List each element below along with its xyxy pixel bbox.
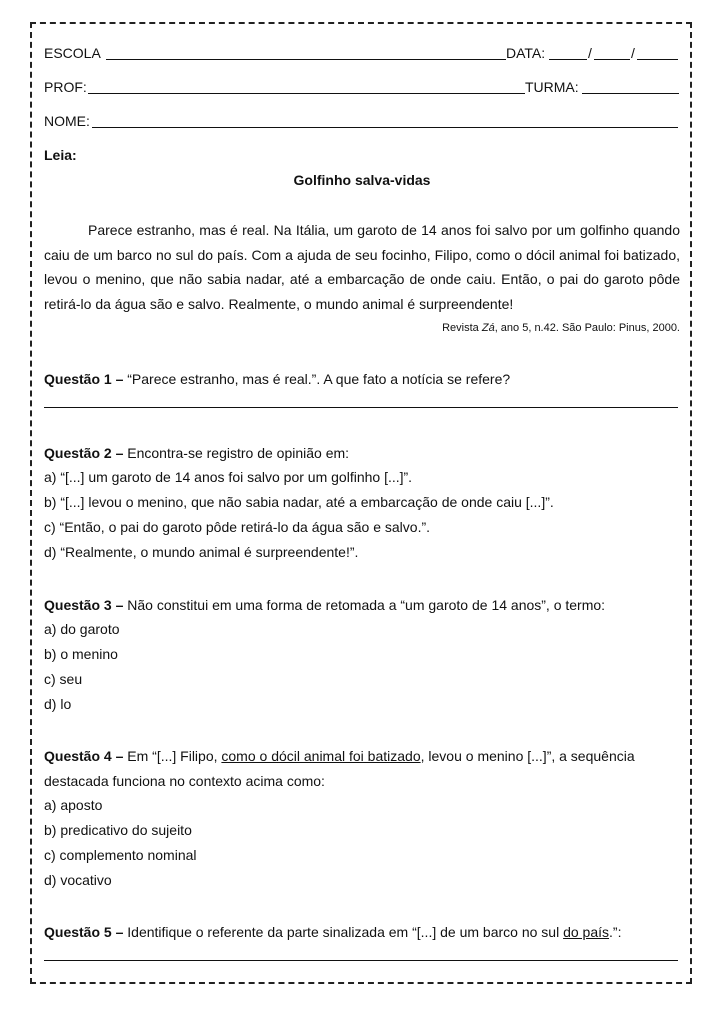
question-3 xyxy=(44,593,605,618)
question-4-line2: destacada funciona no contexto acima como: xyxy=(44,773,325,789)
answer-line-q5[interactable] xyxy=(44,960,678,961)
question-2 xyxy=(44,441,349,466)
question-4-highlight: como o dócil animal foi batizado xyxy=(221,748,421,764)
question-4-option-d[interactable]: d) vocativo xyxy=(44,872,112,888)
question-5-label: Questão 5 – xyxy=(44,924,124,940)
question-4: Questão 4 – Em “[...] Filipo, como o dócil animal foi batizado, levou o menino [...]”, a sequência xyxy=(44,748,635,764)
question-3-label: Questão 3 – xyxy=(44,597,124,613)
escola-field[interactable] xyxy=(106,59,506,60)
question-4-label: Questão 4 – xyxy=(44,748,124,764)
question-1-text: “Parece estranho, mas é real.”. A que fato a notícia se refere? xyxy=(123,371,511,387)
question-2-option-a[interactable]: a) “[...] um garoto de 14 anos foi salvo por um golfinho [...]”. xyxy=(44,469,413,485)
nome-label: NOME: xyxy=(44,113,90,129)
text-paragraph: Parece estranho, mas é real. Na Itália, um garoto de 14 anos foi salvo por um golfinho quando caiu de um barco no sul do país. Com a ajuda de seu focinho, Filipo, como o dócil animal foi batizado, levou o menino, que não sabia nadar, até a embarcação de onde caiu. Então, o pai do garoto pôde retirá-lo da água são e salvo. Realmente, o mundo animal é surpreendente! xyxy=(44,222,680,312)
text-title: Golfinho salva-vidas xyxy=(293,172,431,188)
data-label: DATA: xyxy=(506,45,546,61)
leia-label: Leia: xyxy=(44,147,77,163)
nome-field[interactable] xyxy=(92,127,678,128)
question-1 xyxy=(44,367,510,392)
question-3-text: Não constitui em uma forma de retomada a “um garoto de 14 anos”, o termo: xyxy=(123,597,606,613)
question-2-option-d[interactable]: d) “Realmente, o mundo animal é surpreendente!”. xyxy=(44,544,359,560)
question-4-option-c[interactable]: c) complemento nominal xyxy=(44,847,197,863)
question-3-option-d[interactable]: d) lo xyxy=(44,696,72,712)
question-2-option-b[interactable]: b) “[...] levou o menino, que não sabia nadar, até a embarcação de onde caiu [...]”. xyxy=(44,494,554,510)
question-2-label: Questão 2 – xyxy=(44,445,124,461)
prof-field[interactable] xyxy=(88,93,525,94)
question-2-text: Encontra-se registro de opinião em: xyxy=(123,445,350,461)
date-year-field[interactable] xyxy=(637,59,678,60)
date-separator: / xyxy=(588,45,592,61)
answer-line-q1[interactable] xyxy=(44,407,678,408)
turma-label: TURMA: xyxy=(525,79,579,95)
question-2-option-c[interactable]: c) “Então, o pai do garoto pôde retirá-lo da água são e salvo.”. xyxy=(44,519,431,535)
escola-label: ESCOLA xyxy=(44,45,101,61)
turma-field[interactable] xyxy=(582,93,679,94)
text-source: Revista Zá, ano 5, n.42. São Paulo: Pinus, 2000. xyxy=(442,322,680,334)
question-4-option-a[interactable]: a) aposto xyxy=(44,797,103,813)
question-3-option-b[interactable]: b) o menino xyxy=(44,646,118,662)
prof-label: PROF: xyxy=(44,79,87,95)
question-3-option-a[interactable]: a) do garoto xyxy=(44,621,120,637)
question-5: Questão 5 – Identifique o referente da parte sinalizada em “[...] de um barco no sul do país.”: xyxy=(44,924,622,940)
date-day-field[interactable] xyxy=(549,59,587,60)
date-month-field[interactable] xyxy=(594,59,630,60)
date-separator: / xyxy=(631,45,635,61)
question-3-option-c[interactable]: c) seu xyxy=(44,671,83,687)
question-1-label: Questão 1 – xyxy=(44,371,124,387)
question-4-option-b[interactable]: b) predicativo do sujeito xyxy=(44,822,192,838)
question-5-highlight: do país xyxy=(563,924,610,940)
